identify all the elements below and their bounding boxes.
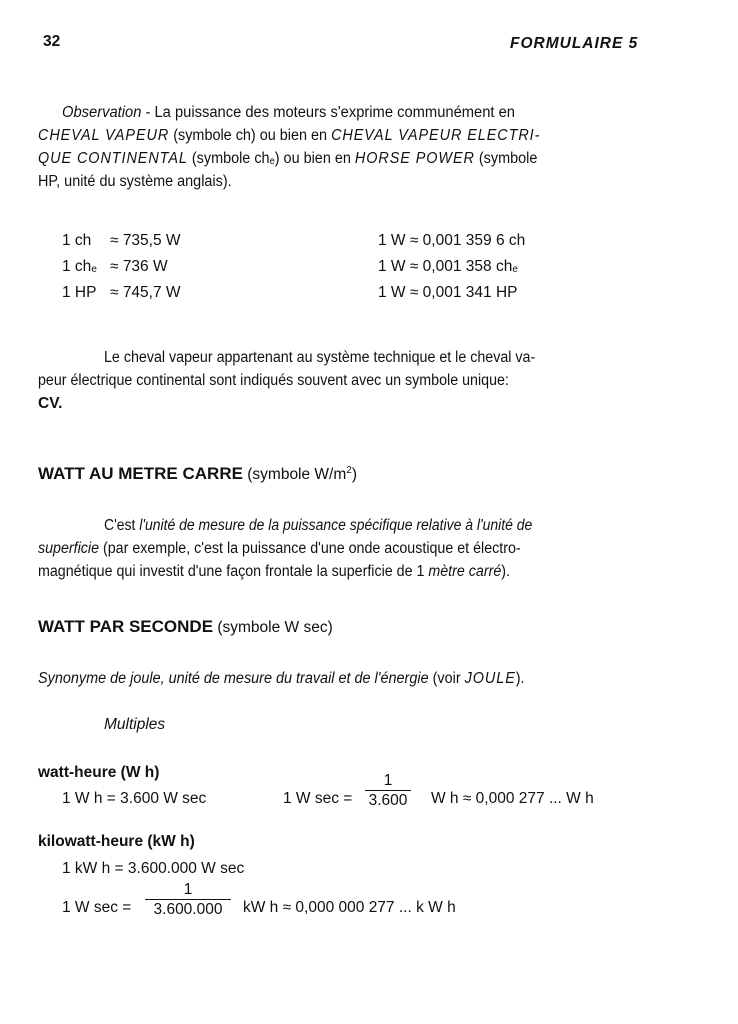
fraction: 1 3.600 [365,772,411,811]
observation-label: Observation [62,104,142,121]
multiples-title: Multiples [104,716,166,733]
section-heading-watt-m2: WATT AU METRE CARRE (symbole $W/m^2$) [38,464,358,483]
observation-line-4: HP, unité du système anglais). [38,173,232,190]
fraction: 1 3.600.000 [145,881,231,920]
subheading-watt-heure: watt-heure (W h) [38,764,160,781]
watt-sec-synonym: Synonyme de joule, unité de mesure du travail et de l'énergie (voir JOULE). [38,670,525,687]
page-number: 32 [43,33,61,50]
equation-wh: 1 W h = 3.600 W sec [62,790,207,807]
observation-line-3: QUE CONTINENTAL (symbole $ch_e$) ou bien en HORSE POWER (symbole [38,150,538,167]
running-title: FORMULAIRE 5 [510,35,639,52]
subheading-kilowatt-heure: kilowatt-heure (kW h) [38,833,195,850]
section-heading-watt-sec: WATT PAR SECONDE (symbole W sec) [38,617,333,636]
observation-line-2: CHEVAL VAPEUR (symbole ch) ou bien en CHEVAL VAPEUR ELECTRI- [38,127,541,144]
equation-kwh: 1 kW h = 3.600.000 W sec [62,860,245,877]
observation-line-1: Observation - La puissance des moteurs s'exprime communément en [62,104,515,121]
